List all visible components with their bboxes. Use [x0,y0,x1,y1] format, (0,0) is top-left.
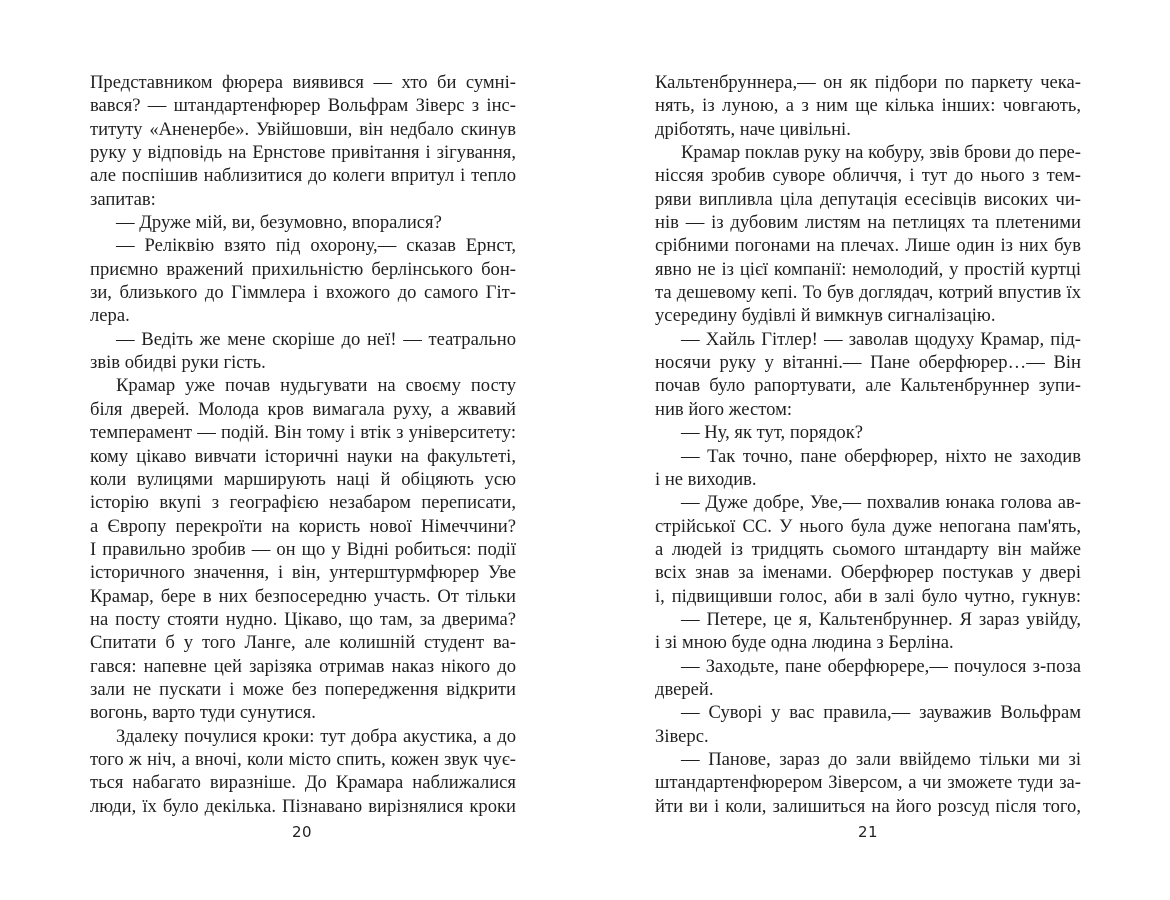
page-number-left: 20 [291,823,313,841]
text-line: дріботять, наче цивільні. [655,118,851,140]
text-line: Кальтенбруннера,— он як підбори по паркету чека- [655,72,1081,93]
text-line: срібними погонами на плечах. Лише один із них був [655,235,1081,257]
text-line: — Так точно, пане оберфюрер, ніхто не заходив [681,445,1081,467]
text-line: титуту «Аненербе». Увійшовши, він недбало скинув [90,118,516,140]
text-line: але поспішив наблизитися до колеги впритул і тепло [90,165,516,187]
text-line: нив його жестом: [655,398,793,420]
text-line: і не виходив. [655,468,757,490]
text-line: почав було рапортувати, але Кальтенбруннер зупи- [655,375,1081,397]
text-line: ряви випливла ціла депутація есесівців високих чи- [655,188,1081,210]
text-line: історію вкупі з географією незабаром переписати, [90,492,516,514]
text-line: — Друже мій, ви, безумовно, впоралися? [116,212,442,234]
text-line: всіх знав за іменами. Оберфюрер постукав у двері [655,562,1081,584]
text-line: і, підвищивши голос, аби в залі було чутно, гукнув: [655,585,1081,607]
text-line: Представником фюрера виявився — хто би сумні- [90,72,516,93]
text-line: приємно вражений прихильністю берлінського бон- [90,258,516,280]
right-page [655,71,1081,818]
text-line: — Хайль Гітлер! — заволав щодуху Крамар, під- [681,328,1081,350]
text-line: дверей. [655,678,714,700]
text-line: руку у відповідь на Ернстове привітання і зігування, [90,142,516,164]
text-line: історичного значення, і він, унтерштурмфюрер Уве [90,562,516,584]
text-line: — Ведіть же мене скоріше до неї! — театрально [116,328,516,350]
text-line: — Дуже добре, Уве,— похвалив юнака голова ав- [681,492,1081,514]
text-line: люди, їх було декілька. Пізнавано вирізнялися кроки [90,795,516,817]
text-line: звів обидві руки гість. [90,352,266,374]
text-line: зали не пускати і може без попередження відкрити [90,678,516,700]
text-line: Крамар уже почав нудьгувати на своєму посту [116,375,516,397]
text-line: — Суворі у вас правила,— зауважив Вольфрам [681,702,1081,724]
text-line: Зіверс. [655,725,709,747]
text-line: темперамент — подій. Він тому і втік з університету: [90,422,516,444]
text-line: а Європу перекроїти на користь нової Німеччини? [90,515,516,537]
text-line: — Ну, як тут, порядок? [681,422,863,444]
text-line: біля дверей. Молода кров вимагала руху, а жвавий [90,398,516,420]
text-line: Спитати б у того Ланге, але колишній студент ва- [90,632,516,654]
text-line: Крамар поклав руку на кобуру, звів брови до пере- [681,142,1081,164]
left-page [90,71,516,818]
text-line: нів — із дубовим листям на петлицях та плетеними [655,212,1081,234]
text-line: коли вулицями марширують наці й обіцяють усю [90,468,516,490]
text-line: усередину будівлі й вимкнув сигналізацію. [655,305,996,327]
text-line: зи, близького до Гіммлера і вхожого до самого Гіт- [90,282,516,304]
text-line: Здалеку почулися кроки: тут добра акустика, а до [116,725,516,747]
page-number-right: 21 [857,823,879,841]
text-line: штандартенфюрером Зіверсом, а чи зможете туди за- [655,772,1081,794]
text-line: вався? — штандартенфюрер Вольфрам Зіверс з інс- [90,95,516,117]
text-line: і зі мною буде одна людина з Берліна. [655,632,954,654]
text-line: ніссяя зробив суворе обличчя, і тут до нього з тем- [655,165,1081,187]
text-line: — Заходьте, пане оберфюрере,— почулося з-поза [681,655,1081,677]
text-line: та дешевому кепі. То був доглядач, котрий впустив їх [655,282,1081,304]
text-line: на посту стояти нудно. Цікаво, що там, за дверима? [90,608,516,630]
text-line: — Реліквію взято під охорону,— сказав Ернст, [116,235,516,257]
text-line: — Петере, це я, Кальтенбруннер. Я зараз увійду, [681,608,1081,630]
text-line: ться набагато виразніше. До Крамара наближалися [90,772,516,794]
text-line: нять, із луною, а з ним ще кілька інших: човгають, [655,95,1081,117]
text-line: І правильно зробив — он що у Відні робиться: події [90,538,516,560]
text-line: а людей із тридцять сьомого штандарту він майже [655,538,1081,560]
text-line: лера. [90,305,130,327]
text-line: кому цікаво вивчати історичні науки на факультеті, [90,445,516,467]
text-line: запитав: [90,188,156,210]
text-line: гався: напевне цей зарізяка отримав наказ нікого до [90,655,516,677]
text-line: вогонь, варто туди сунутися. [90,702,316,724]
text-line: носячи руку у вітанні.— Пане оберфюрер…— Він [655,352,1081,374]
text-line: Крамар, бере в них безпосередню участь. От тільки [90,585,516,607]
text-line: того ж ніч, а вночі, коли місто спить, кожен звук чує- [90,748,516,770]
text-line: стрійської СС. У нього була дуже непогана пам'ять, [655,515,1081,537]
text-line: явно не із цієї компанії: немолодий, у простій куртці [655,258,1081,280]
text-line: йти ви і коли, залишиться на його розсуд після того, [655,795,1081,817]
text-line: — Панове, зараз до зали ввійдемо тільки ми зі [681,748,1081,770]
